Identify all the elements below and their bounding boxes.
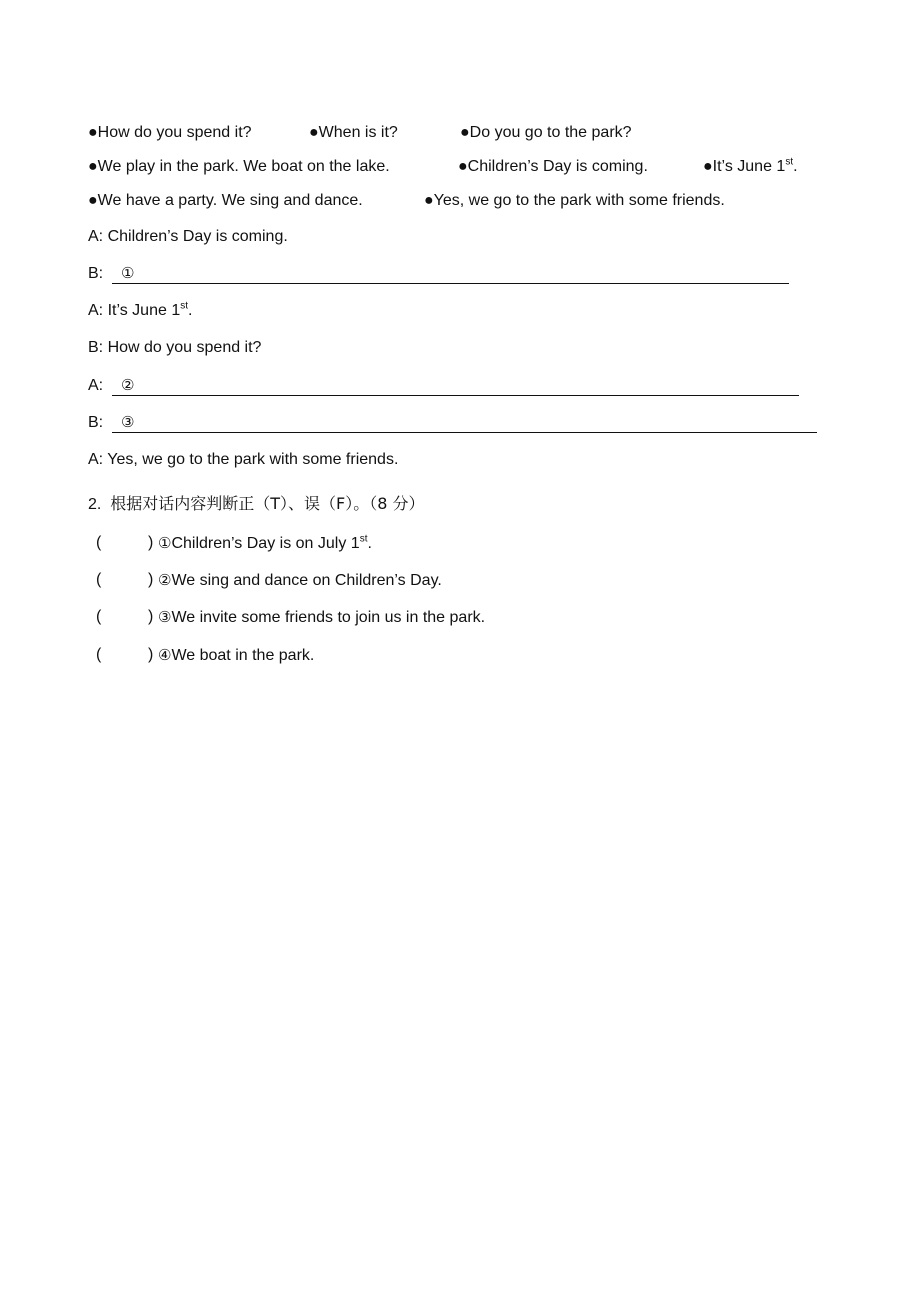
option-june bbox=[703, 157, 798, 177]
tf-open-paren: ( bbox=[96, 646, 102, 663]
tf-open-paren: ( bbox=[96, 571, 102, 588]
section-2-heading bbox=[88, 494, 424, 515]
tf-answer-slot[interactable] bbox=[108, 645, 144, 663]
statement-text: Children’s Day is on July 1 bbox=[171, 535, 360, 552]
speaker: B: bbox=[88, 339, 104, 356]
option-park: ●Do you go to the park? bbox=[460, 124, 632, 141]
line-text: It’s June 1 bbox=[107, 302, 181, 319]
tf-answer-slot[interactable] bbox=[108, 533, 144, 551]
dialogue-line-4 bbox=[88, 338, 261, 358]
superscript: st bbox=[180, 300, 188, 312]
option-play: ●We play in the park. We boat on the lake. bbox=[88, 158, 390, 175]
line-text: Yes, we go to the park with some friends. bbox=[107, 451, 399, 468]
period: . bbox=[188, 302, 193, 319]
speaker: A: bbox=[88, 451, 104, 468]
period: . bbox=[793, 158, 798, 175]
dialogue-line-7 bbox=[88, 450, 398, 470]
statement-text: We boat in the park. bbox=[171, 647, 315, 664]
option-june-text: ●It’s June 1 bbox=[703, 158, 786, 175]
superscript: st bbox=[359, 533, 368, 545]
statement-number: ① bbox=[158, 534, 172, 552]
statement-text: We invite some friends to join us in the park. bbox=[171, 609, 486, 626]
blank-number: ① bbox=[121, 264, 135, 282]
blank-number: ② bbox=[121, 376, 135, 394]
statement-number: ③ bbox=[158, 608, 172, 626]
option-when: ●When is it? bbox=[309, 124, 398, 141]
answer-blank-3[interactable] bbox=[112, 414, 817, 433]
tf-close-paren: ) bbox=[148, 534, 154, 551]
tf-open-paren: ( bbox=[96, 534, 102, 551]
answer-blank-2[interactable] bbox=[112, 377, 799, 396]
tf-close-paren: ) bbox=[148, 646, 154, 663]
statement-number: ② bbox=[158, 571, 172, 589]
blank-number: ③ bbox=[121, 413, 135, 431]
tf-answer-slot[interactable] bbox=[108, 570, 144, 588]
speaker: A: bbox=[88, 228, 104, 245]
statement-text: We sing and dance on Children’s Day. bbox=[171, 572, 442, 589]
tf-statement bbox=[158, 570, 442, 591]
section-number: 2. bbox=[88, 496, 102, 513]
statement-number: ④ bbox=[158, 646, 172, 664]
option-coming: ●Children’s Day is coming. bbox=[458, 158, 648, 175]
option-party: ●We have a party. We sing and dance. bbox=[88, 192, 363, 209]
tf-close-paren: ) bbox=[148, 571, 154, 588]
dialogue-line-3 bbox=[88, 301, 192, 321]
speaker: B: bbox=[88, 265, 104, 282]
dialogue-line-1 bbox=[88, 227, 288, 247]
speaker: A: bbox=[88, 377, 104, 394]
answer-blank-1[interactable] bbox=[112, 265, 789, 284]
tf-statement bbox=[158, 607, 485, 628]
tf-answer-slot[interactable] bbox=[108, 607, 144, 625]
section-title: 根据对话内容判断正（T）、误（F）。（8 分） bbox=[110, 494, 425, 513]
tf-open-paren: ( bbox=[96, 608, 102, 625]
option-yes: ●Yes, we go to the park with some friends. bbox=[424, 192, 725, 209]
line-text: Children’s Day is coming. bbox=[107, 228, 288, 245]
tf-close-paren: ) bbox=[148, 608, 154, 625]
line-text: How do you spend it? bbox=[107, 339, 262, 356]
speaker: B: bbox=[88, 414, 104, 431]
superscript: st bbox=[785, 156, 794, 168]
period: . bbox=[367, 535, 372, 552]
speaker: A: bbox=[88, 302, 104, 319]
tf-statement bbox=[158, 645, 314, 666]
tf-statement bbox=[158, 533, 372, 554]
option-how-spend: ●How do you spend it? bbox=[88, 124, 252, 141]
